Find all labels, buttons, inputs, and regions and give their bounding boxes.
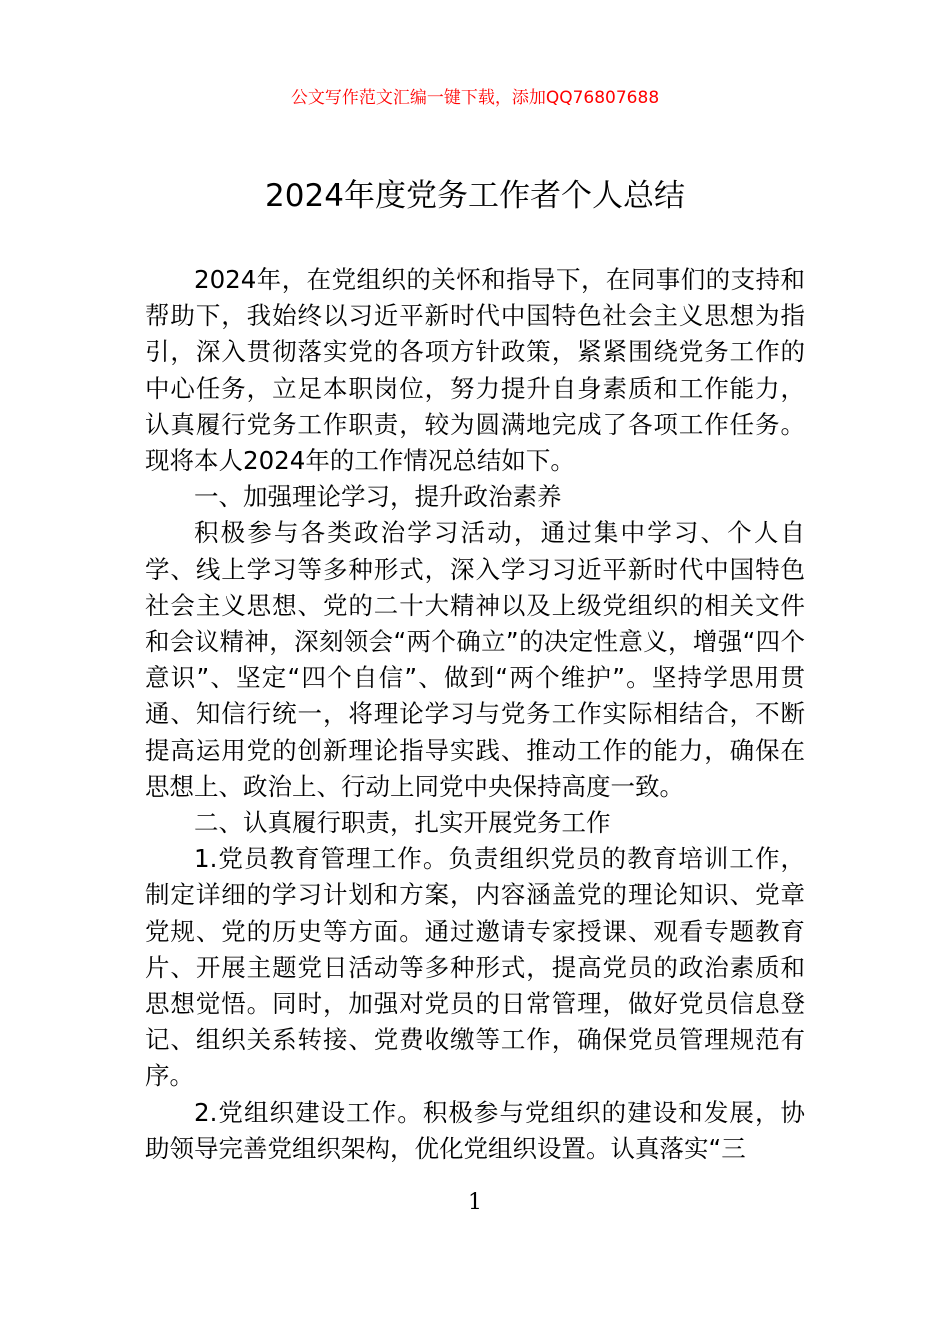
paragraph-intro: 2024年，在党组织的关怀和指导下，在同事们的支持和帮助下，我始终以习近平新时代中国特色社会主义思想为指引，深入贯彻落实党的各项方针政策，紧紧围绕党务工作的中心任务，立足本职岗位，努力提升自身素质和工作能力，认真履行党务工作职责，较为圆满地完成了各项工作任务。现将本人2024年的工作情况总结如下。 [145, 265, 805, 476]
paragraph-item-2: 2.党组织建设工作。积极参与党组织的建设和发展，协助领导完善党组织架构，优化党组织设置。认真落实“三 [145, 1097, 805, 1163]
paragraph-section-1: 积极参与各类政治学习活动，通过集中学习、个人自学、线上学习等多种形式，深入学习习近平新时代中国特色社会主义思想、党的二十大精神以及上级党组织的相关文件和会议精神，深刻领会“两个确立”的决定性意义，增强“四个意识”、坚定“四个自信”、做到“两个维护”。坚持学思用贯通、知信行统一，将理论学习与党务工作实际相结合，不断提高运用党的创新理论指导实践、推动工作的能力，确保在思想上、政治上、行动上同党中央保持高度一致。 [145, 518, 805, 801]
section-heading-2: 二、认真履行职责，扎实开展党务工作 [194, 808, 611, 838]
header-download-note: 公文写作范文汇编一键下载，添加QQ76807688 [290, 88, 660, 108]
paragraph-item-1: 1.党员教育管理工作。负责组织党员的教育培训工作，制定详细的学习计划和方案，内容涵盖党的理论知识、党章党规、党的历史等方面。通过邀请专家授课、观看专题教育片、开展主题党日活动等多种形式，提高党员的政治素质和思想觉悟。同时，加强对党员的日常管理，做好党员信息登记、组织关系转接、党费收缴等工作，确保党员管理规范有序。 [145, 844, 805, 1091]
page-number: 1 [468, 1190, 482, 1215]
document-title: 2024年度党务工作者个人总结 [265, 178, 685, 214]
document-body [145, 262, 805, 1167]
section-heading-1: 一、加强理论学习，提升政治素养 [194, 482, 562, 512]
